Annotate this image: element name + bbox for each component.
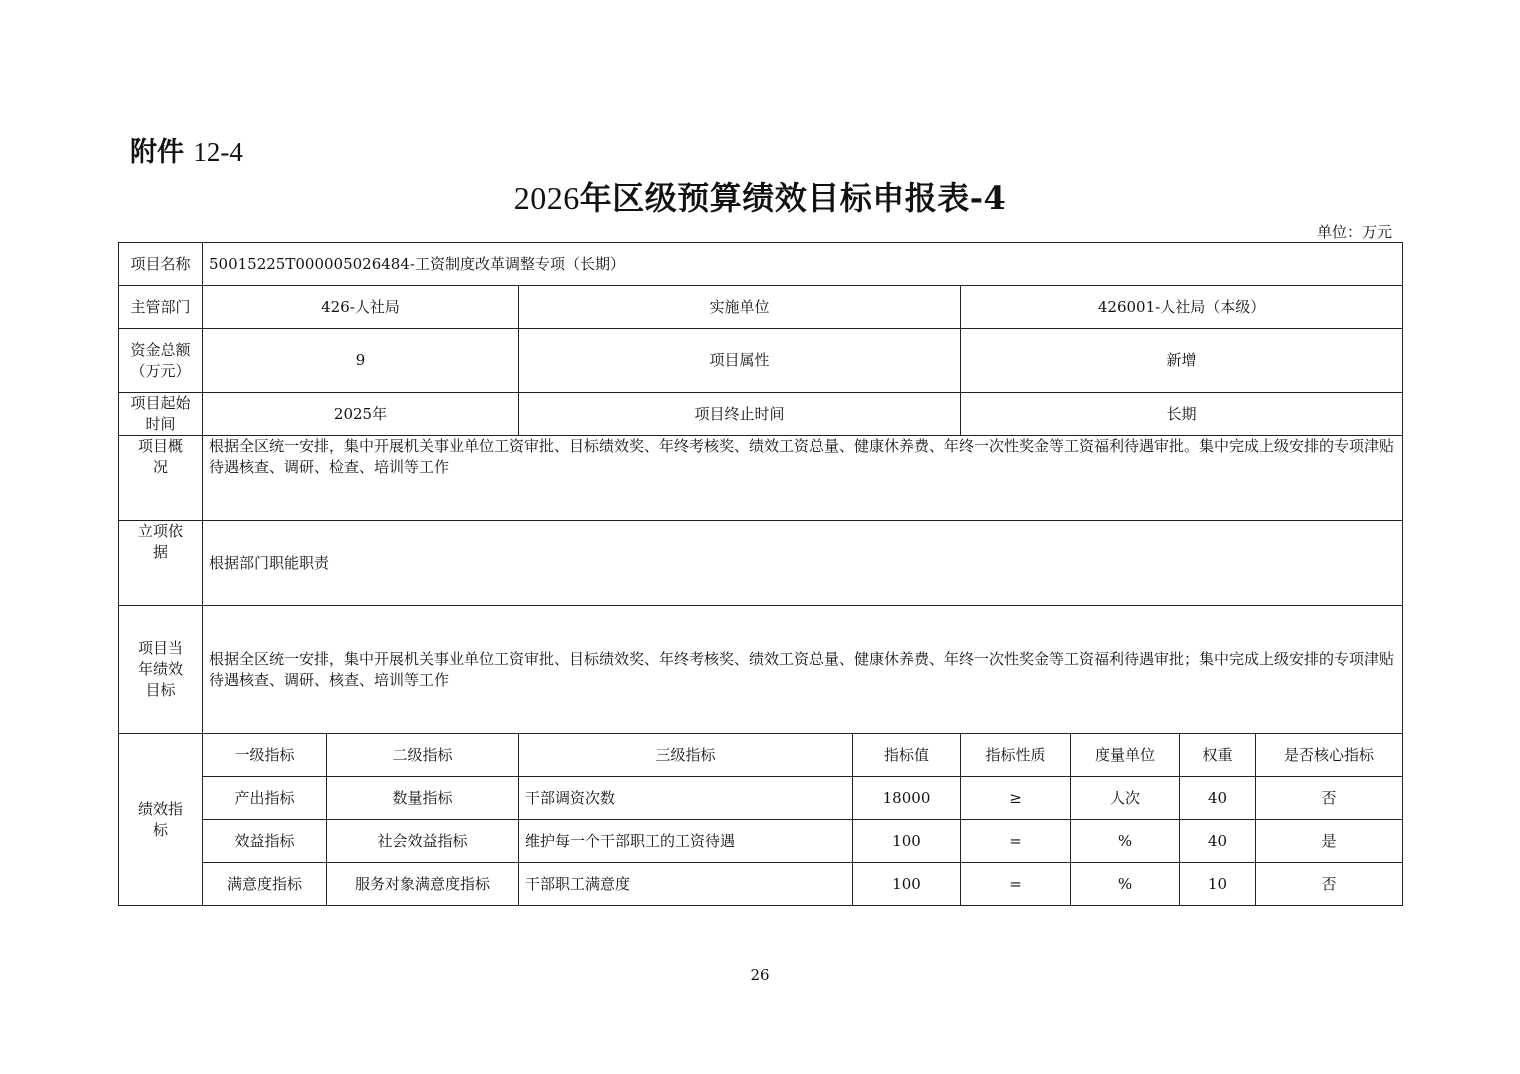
perf-header-cell: 三级指标 (519, 734, 853, 777)
table-cell: = (961, 820, 1071, 863)
table-cell: 是 (1256, 820, 1403, 863)
overview-text: 根据全区统一安排，集中开展机关事业单位工资审批、目标绩效奖、年终考核奖、绩效工资总量、健康休养费、年终一次性奖金等工资福利待遇审批。集中完成上级安排的专项津贴待遇核查、调研、检查、培训等工作 (203, 436, 1403, 521)
perf-header-row (119, 734, 1403, 777)
perf-header-cell: 指标值 (853, 734, 961, 777)
row-project-name (119, 243, 1403, 286)
table-cell: 否 (1256, 777, 1403, 820)
row-dates (119, 393, 1403, 436)
basis-label-line2: 据 (152, 543, 168, 561)
unit-label: 单位：万元 (1316, 223, 1392, 241)
row-goal (119, 606, 1403, 734)
perf-header-cell: 一级指标 (203, 734, 327, 777)
fund-value: 9 (203, 329, 519, 393)
row-basis (119, 521, 1403, 606)
row-overview (119, 436, 1403, 521)
goal-label-line1: 项目当 (137, 639, 183, 657)
goal-label-line3: 目标 (145, 681, 176, 699)
table-cell: % (1071, 820, 1180, 863)
basis-text: 根据部门职能职责 (203, 521, 1403, 606)
goal-label (119, 606, 203, 734)
page-number: 26 (750, 966, 770, 984)
attachment-number: 12-4 (193, 137, 243, 167)
title-year: 2026 (513, 180, 580, 216)
table-cell: % (1071, 863, 1180, 906)
perf-header-cell: 度量单位 (1071, 734, 1180, 777)
table-cell: = (961, 863, 1071, 906)
title-text: 年区级预算绩效目标申报表-4 (579, 179, 1007, 217)
row-fund (119, 329, 1403, 393)
table-cell: 干部调资次数 (519, 777, 853, 820)
attr-value: 新增 (961, 329, 1403, 393)
start-value: 2025年 (203, 393, 519, 436)
perf-header-cell: 指标性质 (961, 734, 1071, 777)
row-dept (119, 286, 1403, 329)
table-cell: 数量指标 (327, 777, 519, 820)
table-cell: 产出指标 (203, 777, 327, 820)
fund-label: 资金总额（万元） (119, 329, 203, 393)
table-cell: 效益指标 (203, 820, 327, 863)
table-cell: 干部职工满意度 (519, 863, 853, 906)
attachment-label (130, 130, 243, 169)
goal-text: 根据全区统一安排，集中开展机关事业单位工资审批、目标绩效奖、年终考核奖、绩效工资总量、健康休养费、年终一次性奖金等工资福利待遇审批；集中完成上级安排的专项津贴待遇核查、调研、核查、培训等工作 (203, 606, 1403, 734)
table-cell: 社会效益指标 (327, 820, 519, 863)
table-cell: 18000 (853, 777, 961, 820)
table-row (119, 820, 1403, 863)
perf-label-line1: 绩效指 (137, 799, 183, 818)
table-cell: 维护每一个干部职工的工资待遇 (519, 820, 853, 863)
table-cell: 40 (1180, 777, 1256, 820)
table-cell: 满意度指标 (203, 863, 327, 906)
perf-header-cell: 权重 (1180, 734, 1256, 777)
impl-value: 426001-人社局（本级） (961, 286, 1403, 329)
project-name-label: 项目名称 (119, 243, 203, 286)
start-label: 项目起始时间 (119, 393, 203, 436)
table-cell: 人次 (1071, 777, 1180, 820)
overview-label (119, 436, 203, 521)
table-cell: 100 (853, 863, 961, 906)
perf-label (119, 734, 203, 906)
table-cell: 10 (1180, 863, 1256, 906)
end-value: 长期 (961, 393, 1403, 436)
goal-label-line2: 年绩效 (137, 660, 183, 678)
budget-table (118, 242, 1403, 906)
perf-header-cell: 是否核心指标 (1256, 734, 1403, 777)
table-cell: ≥ (961, 777, 1071, 820)
overview-label-line2: 况 (152, 458, 168, 476)
attr-label: 项目属性 (519, 329, 961, 393)
page-title (0, 173, 1520, 219)
attachment-label-text: 附件 (130, 137, 184, 168)
table-cell: 100 (853, 820, 961, 863)
end-label: 项目终止时间 (519, 393, 961, 436)
perf-label-line2: 标 (152, 820, 168, 839)
project-name-value: 50015225T000005026484-工资制度改革调整专项（长期） (203, 243, 1403, 286)
table-row (119, 863, 1403, 906)
basis-label (119, 521, 203, 606)
table-cell: 40 (1180, 820, 1256, 863)
table-cell: 否 (1256, 863, 1403, 906)
perf-header-cell: 二级指标 (327, 734, 519, 777)
dept-label: 主管部门 (119, 286, 203, 329)
impl-label: 实施单位 (519, 286, 961, 329)
basis-label-line1: 立项依 (137, 522, 183, 540)
overview-label-line1: 项目概 (137, 437, 183, 455)
table-cell: 服务对象满意度指标 (327, 863, 519, 906)
table-row (119, 777, 1403, 820)
dept-value: 426-人社局 (203, 286, 519, 329)
